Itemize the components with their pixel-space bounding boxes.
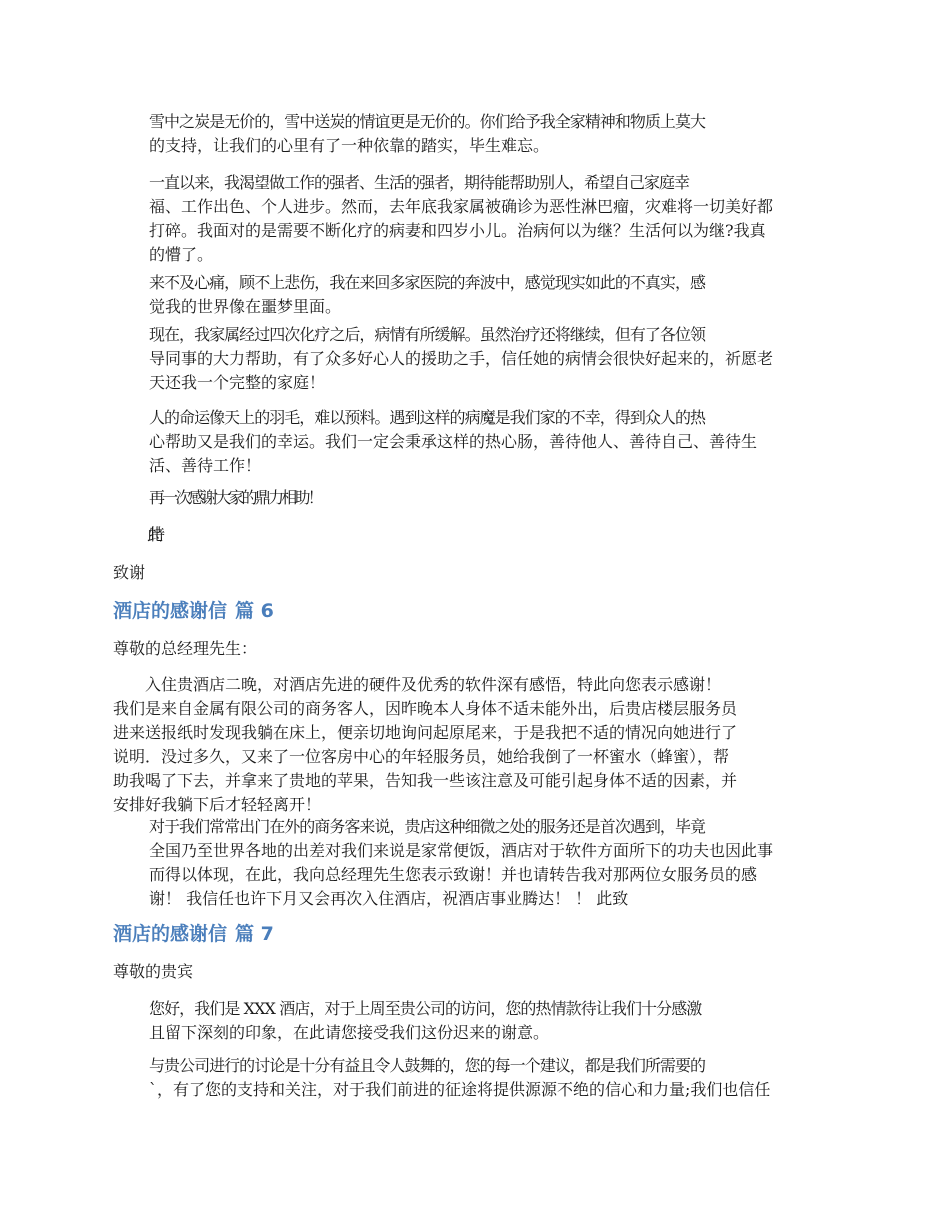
section-heading [113, 599, 840, 623]
paragraph: 现在，我家属经过四次化疗之后，病情有所缓解。虽然治疗还将继续，但有了各位领 导同事的大力帮助，有了众多好心人的援助之手，信任她的病情会很快好起来的，祈愿老 天还我一个完整的家庭！ [149, 325, 774, 392]
paragraph: 您好，我们是 XXX 酒店，对于上周至贵公司的访问，您的热情款待让我们十分感激 且留下深刻的印象，在此请您接受我们这份迟来的谢意。 [149, 999, 702, 1042]
paragraph: 再一次感谢大家的鼎力相助！ [149, 488, 322, 507]
paragraph: 一直以来，我渴望做工作的强者、生活的强者，期待能帮助别人，希望自己家庭幸 福、工作出色、个人进步。然而，去年底我家属被确诊为恶性淋巴瘤，灾难将一切美好都 打碎。我面对的是需要不断化疗的病妻和四岁小儿。治病何以为继？生活何以为继?我真 的懵了。 [149, 173, 774, 264]
closing-line: 致谢 [113, 563, 146, 582]
salutation: 尊敬的总经理先生： [113, 639, 258, 658]
section-heading [113, 922, 840, 946]
section-number: 篇 7 [235, 923, 274, 945]
paragraph: 与贵公司进行的讨论是十分有益且令人鼓舞的，您的每一个建议，都是我们所需要的 `，有了您的支持和关注，对于我们前进的征途将提供源源不绝的信心和力量;我们也信任 [149, 1056, 771, 1099]
paragraph: 对于我们常常出门在外的商务客来说，贵店这种细微之处的服务还是首次遇到，毕竟 全国乃至世界各地的出差对我们来说是家常便饭，酒店对于软件方面所下的功夫也因此事 而得以体现，在此，我向总经理先生您表示致谢！并也请转告我对那两位女服务员的感 谢！ 我信任也许下月又会再次入住酒店，祝酒店事业腾达！ ！ 此致 [149, 817, 774, 908]
paragraph: 人的命运像天上的羽毛，难以预料。遇到这样的病魔是我们家的不幸，得到众人的热 心帮助又是我们的幸运。我们一定会秉承这样的热心肠，善待他人、善待自己、善待生 活、善待工作！ [149, 408, 758, 475]
salutation: 尊敬的贵宾 [113, 962, 194, 981]
section-title: 酒店的感谢信 [113, 923, 228, 945]
paragraph: 入住贵酒店二晚，对酒店先进的硬件及优秀的软件深有感悟，特此向您表示感谢！ 我们是来自金属有限公司的商务客人，因昨晚本人身体不适未能外出，后贵店楼层服务员 进来送报纸时发现我躺在床上，便亲切地询问起原尾来，于是我把不适的情况向她进行了 说明．没过多久，又来了一位客房中心的年轻服务员，她给我倒了一杯蜜水（蜂蜜），帮 助我喝了下去，并拿来了贵地的苹果，告知我一些该注意及可能引起身体不适的因素，并 安排好我躺下后才轻轻离开！ [113, 675, 738, 814]
paragraph [113, 523, 840, 547]
section-number: 篇 6 [235, 600, 274, 622]
paragraph: 雪中之炭是无价的，雪中送炭的情谊更是无价的。你们给予我全家精神和物质上莫大 的支持，让我们的心里有了一种依靠的踏实，毕生难忘。 [149, 112, 706, 155]
section-title: 酒店的感谢信 [113, 600, 228, 622]
paragraph: 来不及心痛，顾不上悲伤，我在来回多家医院的奔波中，感觉现实如此的不真实，感 觉我的世界像在噩梦里面。 [149, 273, 706, 316]
